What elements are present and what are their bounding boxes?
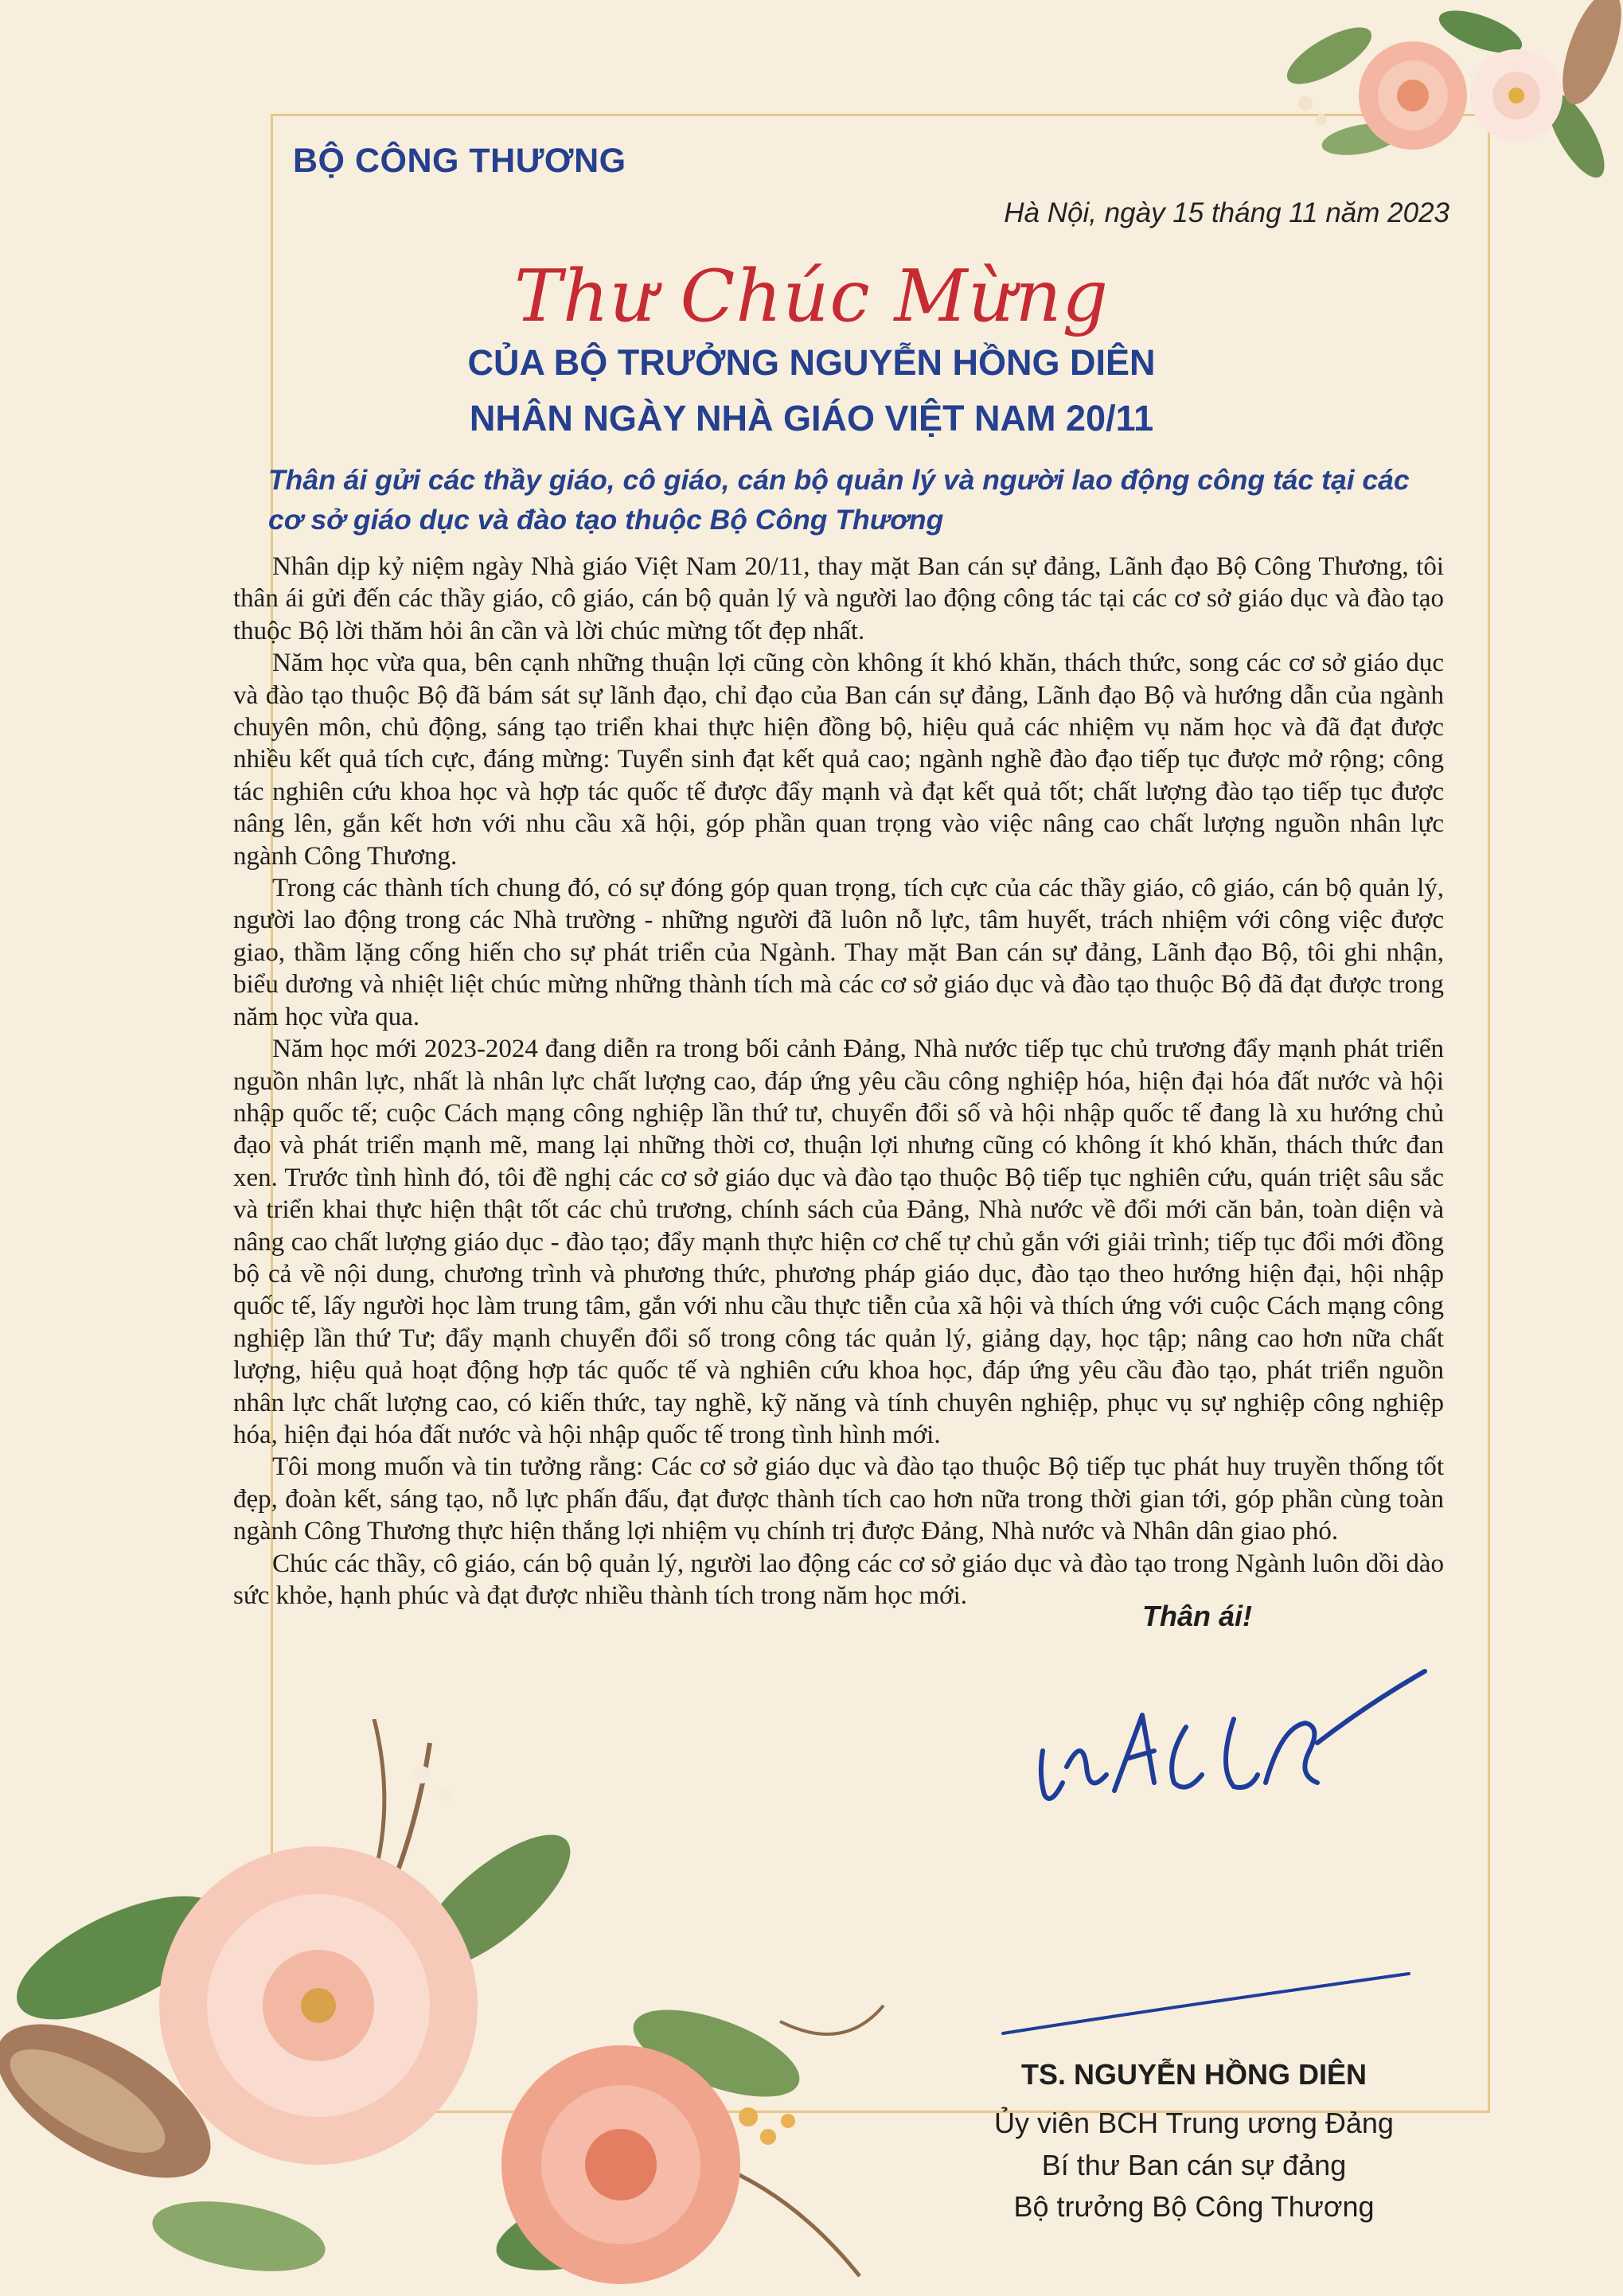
signer-role-2: Bí thư Ban cán sự đảng: [1041, 2149, 1347, 2181]
paragraph: Nhân dịp kỷ niệm ngày Nhà giáo Việt Nam 20/11, thay mặt Ban cán sự đảng, Lãnh đạo Bộ Công Thương, tôi thân ái gửi đến các thầy giáo, cô giáo, cán bộ quản lý và người lao động công tác tại các cơ sở giáo dục và đào tạo thuộc Bộ lời thăm hỏi ân cần và lời chúc mừng tốt đẹp nhất.: [233, 552, 1444, 645]
title-line-1: CỦA BỘ TRƯỞNG NGUYỄN HỒNG DIÊN: [467, 342, 1156, 383]
paragraph: Chúc các thầy, cô giáo, cán bộ quản lý, người lao động các cơ sở giáo dục và đào tạo trong Ngành luôn dồi dào sức khỏe, hạnh phúc và đạt được nhiều thành tích trong năm học mới.: [233, 1549, 1444, 1610]
letter-body: [233, 551, 1444, 1612]
greeting-line-1: Thân ái gửi các thầy giáo, cô giáo, cán bộ quản lý và người lao động công tác tại các: [268, 464, 1410, 496]
handwritten-signature: [995, 1647, 1441, 2045]
title-line-2: NHÂN NGÀY NHÀ GIÁO VIỆT NAM 20/11: [469, 398, 1154, 439]
place-date: Hà Nội, ngày 15 tháng 11 năm 2023: [1004, 197, 1449, 228]
paragraph: Năm học mới 2023-2024 đang diễn ra trong bối cảnh Đảng, Nhà nước tiếp tục chủ trương đẩy mạnh phát triển nguồn nhân lực, nhất là nhân lực chất lượng cao, đáp ứng yêu cầu công nghiệp hóa, hiện đại hóa đất nước và hội nhập quốc tế; cuộc Cách mạng công nghiệp lần thứ tư, chuyển đổi số và hội nhập quốc tế đang là xu hướng chủ đạo và phát triển mạnh mẽ, mang lại những thời cơ, thuận lợi nhưng cũng có không ít khó khăn, thách thức đan xen. Trước tình hình đó, tôi đề nghị các cơ sở giáo dục và đào tạo thuộc Bộ tiếp tục nghiên cứu, quán triệt sâu sắc và triển khai thực hiện thật tốt các chủ trương, chính sách của Đảng, Nhà nước về đổi mới căn bản, toàn diện và nâng cao chất lượng giáo dục - đào tạo; đẩy mạnh thực hiện cơ chế tự chủ gắn với giải trình; tiếp tục đổi mới đồng bộ cả về nội dung, chương trình và phương thức, phương pháp giáo dục, đào tạo theo hướng hiện đại, hội nhập quốc tế, lấy người học làm trung tâm, gắn với nhu cầu thực tiễn của xã hội và thích ứng với cuộc Cách mạng công nghiệp lần thứ Tư; đẩy mạnh chuyển đổi số trong công tác quản lý, giảng dạy, học tập; nâng cao hơn nữa chất lượng, hiệu quả hoạt động hợp tác quốc tế và nghiên cứu khoa học, đáp ứng yêu cầu đào tạo, phát triển nguồn nhân lực chất lượng cao, có kiến thức, tay nghề, kỹ năng và tính chuyên nghiệp, phục vụ sự nghiệp công nghiệp hóa, hiện đại hóa đất nước và hội nhập quốc tế trong tình hình mới.: [233, 1035, 1444, 1449]
paragraph: Tôi mong muốn và tin tưởng rằng: Các cơ sở giáo dục và đào tạo thuộc Bộ tiếp tục phát huy truyền thống tốt đẹp, đoàn kết, sáng tạo, nỗ lực phấn đấu, đạt được thành tích cao hơn nữa trong thời gian tới, góp phần cùng toàn ngành Công Thương thực hiện thắng lợi nhiệm vụ chính trị được Đảng, Nhà nước và Nhân dân giao phó.: [233, 1452, 1444, 1546]
top-floral-decoration: [1242, 0, 1623, 183]
greeting-line-2: cơ sở giáo dục và đào tạo thuộc Bộ Công Thương: [268, 504, 944, 536]
signer-role-3: Bộ trưởng Bộ Công Thương: [1013, 2190, 1375, 2223]
paragraph: Năm học vừa qua, bên cạnh những thuận lợi cũng còn không ít khó khăn, thách thức, song các cơ sở giáo dục và đào tạo thuộc Bộ đã bám sát sự lãnh đạo, chỉ đạo của Ban cán sự đảng, Lãnh đạo Bộ và hướng dẫn của ngành chuyên môn, chủ động, sáng tạo triển khai thực hiện đồng bộ, hiệu quả các nhiệm vụ năm học và đã đạt được nhiều kết quả tích cực, đáng mừng: Tuyển sinh đạt kết quả cao; ngành nghề đào đạo tiếp tục được mở rộng; công tác nghiên cứu khoa học và hợp tác quốc tế được đẩy mạnh và đạt kết quả tốt; chất lượng đào tạo tiếp tục được nâng lên, gắn kết hơn với nhu cầu xã hội, góp phần quan trọng vào việc nâng cao chất lượng nguồn nhân lực ngành Công Thương.: [233, 649, 1444, 871]
paragraph: Trong các thành tích chung đó, có sự đóng góp quan trọng, tích cực của các thầy giáo, cô giáo, cán bộ quản lý, người lao động trong các Nhà trường - những người đã luôn nỗ lực, tâm huyết, trách nhiệm với công việc được giao, thầm lặng cống hiến cho sự phát triển của Ngành. Thay mặt Ban cán sự đảng, Lãnh đạo Bộ, tôi ghi nhận, biểu dương và nhiệt liệt chúc mừng những thành tích mà các cơ sở giáo dục và đào tạo thuộc Bộ đã đạt được trong năm học vừa qua.: [233, 874, 1444, 1031]
script-title: Thư Chúc Mừng: [513, 255, 1110, 338]
signer-name: TS. NGUYỄN HỒNG DIÊN: [1020, 2058, 1367, 2091]
organization-name: BỘ CÔNG THƯƠNG: [293, 142, 626, 180]
greeting: [268, 460, 1446, 540]
closing-salutation: Thân ái!: [1142, 1600, 1253, 1632]
signer-role-1: Ủy viên BCH Trung ương Đảng: [994, 2107, 1394, 2139]
bottom-floral-decoration: [0, 1719, 939, 2296]
